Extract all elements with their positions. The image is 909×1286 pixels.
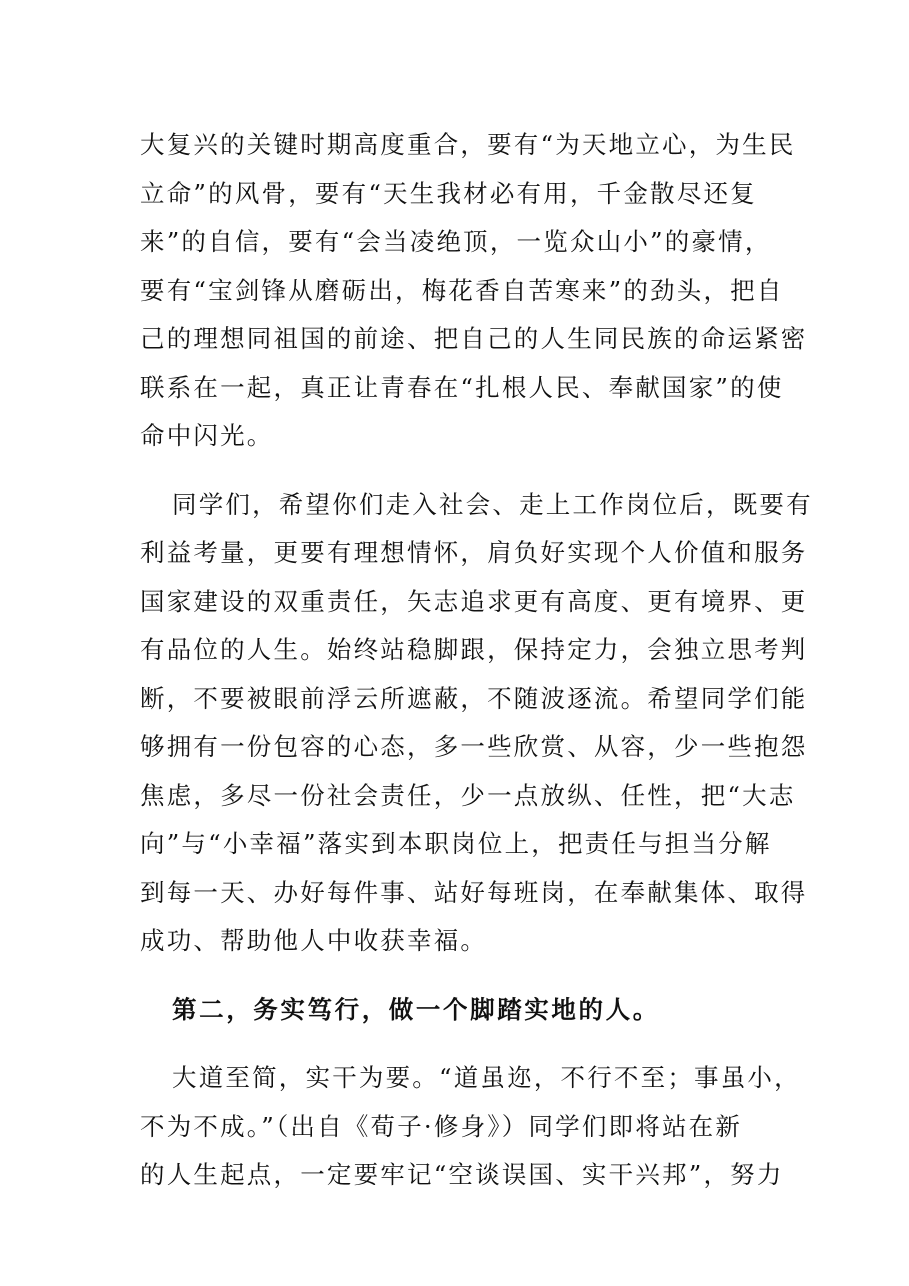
- text-line: 大复兴的关键时期高度重合，要有“为天地立心，为生民: [140, 130, 796, 159]
- text-line: 要有“宝剑锋从磨砺出，梅花香自苦寒来”的劲头，把自: [140, 275, 784, 305]
- text-line: 来”的自信，要有“会当凌绝顶，一览众山小”的豪情，: [140, 227, 772, 256]
- text-line: 的人生起点，一定要牢记“空谈误国、实干兴邦”，努力: [140, 1160, 784, 1189]
- text-line: 己的理想同祖国的前途、把自己的人生同民族的命运紧密: [140, 324, 808, 353]
- text-line: 大道至简，实干为要。“道虽迩，不行不至；事虽小，: [172, 1063, 801, 1092]
- text-line: 不为不成。”（出自《荀子·修身》）同学们即将站在新: [140, 1111, 743, 1141]
- heading-line: 第二，务实笃行，做一个脚踏实地的人。: [172, 994, 660, 1024]
- paragraph-spacer: [140, 966, 776, 986]
- paragraph-spacer: [140, 461, 776, 481]
- paragraph-3: [140, 1054, 801, 1200]
- text-line: 命中闪光。: [140, 421, 274, 450]
- section-heading: [140, 986, 776, 1035]
- text-line: 够拥有一份包容的心态，多一些欣赏、从容，少一些抱怨: [140, 732, 808, 761]
- text-line: 向”与“小幸福”落实到本职岗位上，把责任与担当分解: [140, 829, 772, 858]
- text-line: 立命”的风骨，要有“天生我材必有用，千金散尽还复: [140, 178, 757, 208]
- text-line: 成功、帮助他人中收获幸福。: [140, 926, 488, 955]
- document-body: [140, 121, 813, 1200]
- paragraph-1: [140, 121, 808, 461]
- text-line: 国家建设的双重责任，矢志追求更有高度、更有境界、更: [140, 586, 808, 616]
- text-line: 联系在一起，真正让青春在“扎根人民、奉献国家”的使: [140, 372, 784, 402]
- text-line: 同学们，希望你们走入社会、走上工作岗位后，既要有: [172, 489, 813, 519]
- text-line: 到每一天、办好每件事、站好每班岗，在奉献集体、取得: [140, 877, 808, 907]
- text-line: 利益考量，更要有理想情怀，肩负好实现个人价值和服务: [140, 538, 808, 567]
- paragraph-2: [140, 481, 813, 966]
- text-line: 有品位的人生。始终站稳脚跟，保持定力，会独立思考判: [140, 635, 808, 664]
- text-line: 焦虑，多尽一份社会责任，少一点放纵、任性，把“大志: [140, 780, 796, 810]
- paragraph-spacer: [140, 1034, 776, 1054]
- text-line: 断，不要被眼前浮云所遮蔽，不随波逐流。希望同学们能: [140, 683, 808, 713]
